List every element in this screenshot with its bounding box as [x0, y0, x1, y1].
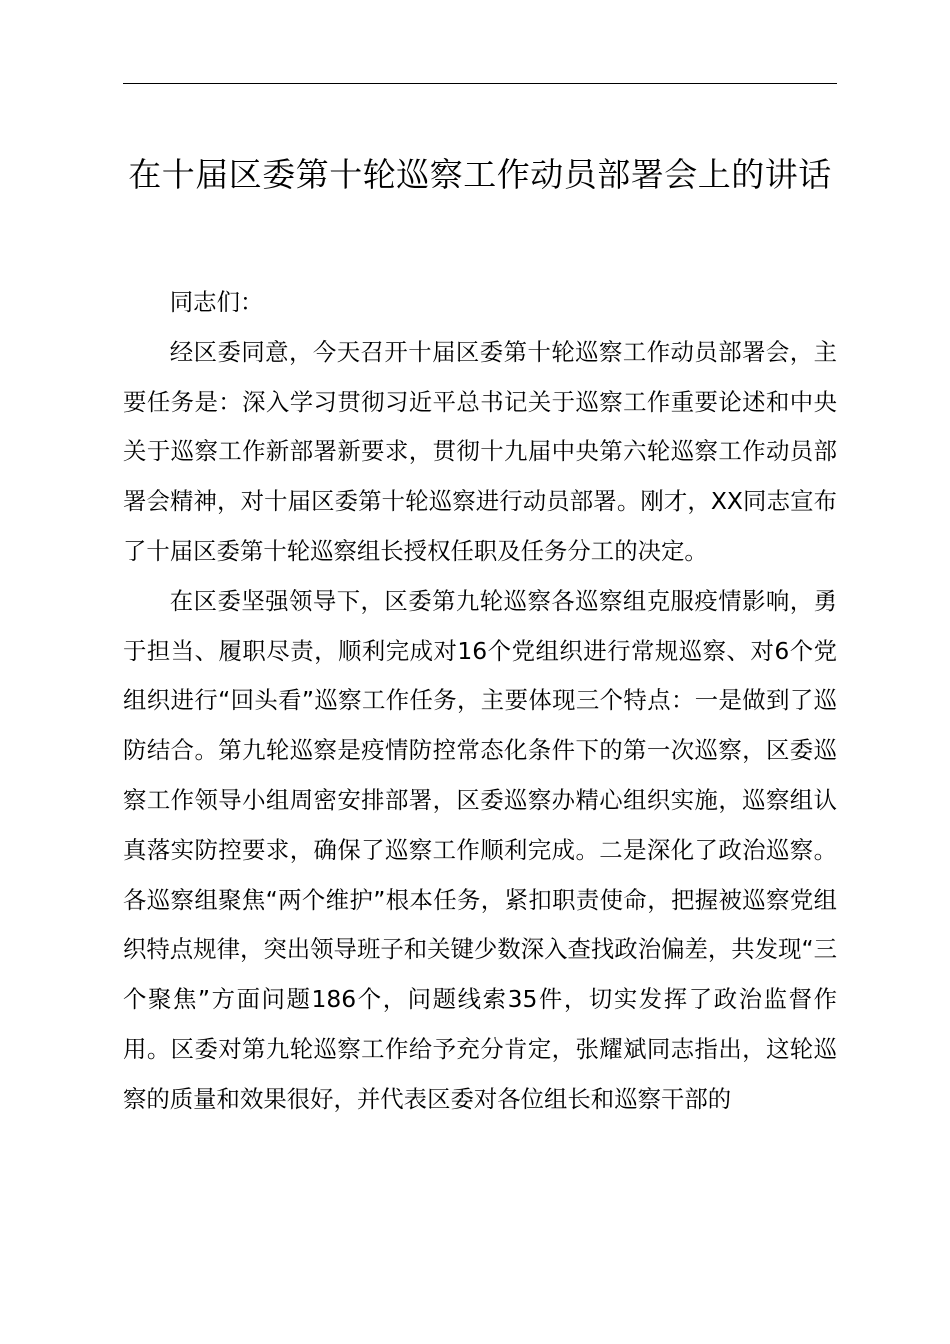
paragraph-2: 在区委坚强领导下，区委第九轮巡察各巡察组克服疫情影响，勇于担当、履职尽责，顺利完成对16个党组织进行常规巡察、对6个党组织进行“回头看”巡察工作任务，主要体现三个特点：一是做到了巡防结合。第九轮巡察是疫情防控常态化条件下的第一次巡察，区委巡察工作领导小组周密安排部署，区委巡察办精心组织实施，巡察组认真落实防控要求，确保了巡察工作顺利完成。二是深化了政治巡察。各巡察组聚焦“两个维护”根本任务，紧扣职责使命，把握被巡察党组织特点规律，突出领导班子和关键少数深入查找政治偏差，共发现“三个聚焦”方面问题186个，问题线索35件，切实发挥了政治监督作用。区委对第九轮巡察工作给予充分肯定，张耀斌同志指出，这轮巡察的质量和效果很好，并代表区委对各位组长和巡察干部的: [123, 586, 837, 1113]
header-rule: [123, 83, 837, 84]
salutation: 同志们：: [169, 288, 264, 316]
document-body: [123, 278, 837, 1125]
document-title: 在十届区委第十轮巡察工作动员部署会上的讲话: [128, 155, 832, 194]
paragraph-1: 经区委同意，今天召开十届区委第十轮巡察工作动员部署会，主要任务是：深入学习贯彻习近平总书记关于巡察工作重要论述和中央关于巡察工作新部署新要求，贯彻十九届中央第六轮巡察工作动员部署会精神，对十届区委第十轮巡察进行动员部署。刚才，XX同志宣布了十届区委第十轮巡察组长授权任职及任务分工的决定。: [123, 337, 837, 565]
